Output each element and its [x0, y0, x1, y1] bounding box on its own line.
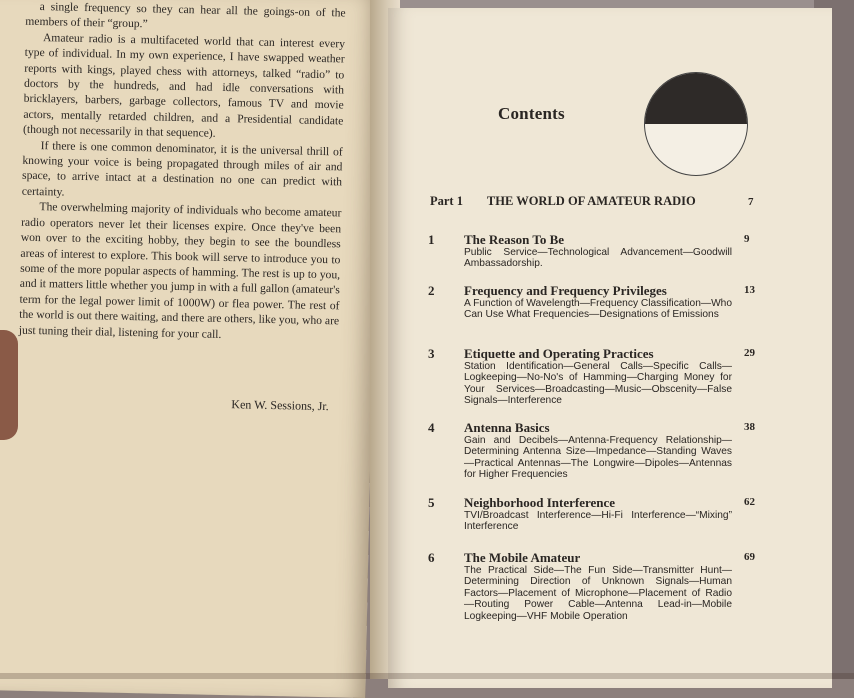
table-of-contents: [388, 8, 832, 688]
part-title: THE WORLD OF AMATEUR RADIO: [486, 194, 696, 208]
part-page-number: 7: [748, 196, 754, 208]
chapter-title: Etiquette and Operating Practices: [464, 346, 654, 361]
chapter-title: Frequency and Frequency Privileges: [464, 283, 667, 298]
chapter-topics: TVI/Broadcast Interference—Hi-Fi Interference—“Mixing” Interference: [464, 510, 732, 533]
chapter-page: 62: [744, 496, 755, 508]
chapter-number: 3: [428, 346, 435, 361]
chapter-number: 4: [428, 420, 435, 435]
chapter-topics: Station Identification—General Calls—Specific Calls—Logkeeping—No-No's of Hamming—Charging Money for Your Services—Broadcasting—Music—Obscenity—False Signals—Interference: [464, 361, 732, 407]
chapter-title: The Reason To Be: [464, 232, 565, 247]
contents-heading: Contents: [498, 104, 565, 123]
author-signature: Ken W. Sessions, Jr.: [231, 397, 329, 414]
chapter-page: 38: [744, 421, 755, 433]
chapter-topics: The Practical Side—The Fun Side—Transmitter Hunt—Determining Direction of Unknown Signals—Human Factors—Placement of Microphone—Placement of Radio—Routing Power Cable—Antenna Lead-in—Mobile Logkeeping—VHF Mobile Operation: [464, 565, 732, 622]
paragraph-2: Amateur radio is a multifaceted world that can interest every type of individual. In my own experience, I have swapped weather reports with kings, played chess with attorneys, talked “radio” to doctors by the hundreds, and had idle conversations with bricklayers, barbers, garbage collectors, famous TV and movie actors, mentally retarded children, and a Presidential candidate (though not necessarily in that sequence).: [22, 30, 346, 141]
left-page-text: [19, 0, 346, 344]
chapter-title: Antenna Basics: [464, 420, 550, 435]
paragraph-1: a single frequency so they can hear all the goings-on of the members of their “group.”: [25, 0, 346, 31]
part-label: Part 1: [430, 194, 463, 208]
chapter-number: 5: [428, 495, 435, 510]
chapter-topics: Public Service—Technological Advancement—Goodwill Ambassadorship.: [464, 247, 732, 270]
right-book-page: [388, 8, 832, 688]
chapter-number: 2: [428, 283, 435, 298]
chapter-number: 1: [428, 232, 435, 247]
chapter-page: 69: [744, 551, 755, 563]
bottom-shadow: [0, 673, 854, 679]
chapter-page: 9: [744, 233, 750, 245]
paragraph-3: If there is one common denominator, it is the universal thrill of knowing your voice is being propagated through miles of air and space, to arrive intact at a destination no one can predict with certainty.: [21, 138, 343, 199]
part-heading: [430, 194, 760, 209]
chapter-title: Neighborhood Interference: [464, 495, 616, 510]
thumb: [0, 330, 18, 440]
chapter-topics: A Function of Wavelength—Frequency Classification—Who Can Use What Frequencies—Designations of Emissions: [464, 298, 733, 321]
chapter-page: 13: [744, 284, 755, 296]
chapter-title: The Mobile Amateur: [464, 550, 581, 565]
paragraph-4: The overwhelming majority of individuals who become amateur radio operators never let their licenses expire. Once they've been won over to the exciting hobby, they begin to see the boundless areas of interest to explore. This book will serve to introduce you to some of the more popular aspects of hamming. The rest is up to you, and it matters little whether you jump in with a full gallon (amateur's term for the legal power limit of 1000W) or flea power. The rest of the world is out there waiting, and there are others, like you, who are just tuning their dial, listening for your call.: [18, 200, 342, 341]
chapter-number: 6: [428, 550, 435, 565]
chapter-topics: Gain and Decibels—Antenna-Frequency Relationship—Determining Antenna Size—Impedance—Standing Waves—Practical Antennas—The Longwire—Dipoles—Antennas for Higher Frequencies: [464, 435, 732, 481]
left-book-page: [0, 0, 380, 698]
chapter-page: 29: [744, 347, 755, 359]
